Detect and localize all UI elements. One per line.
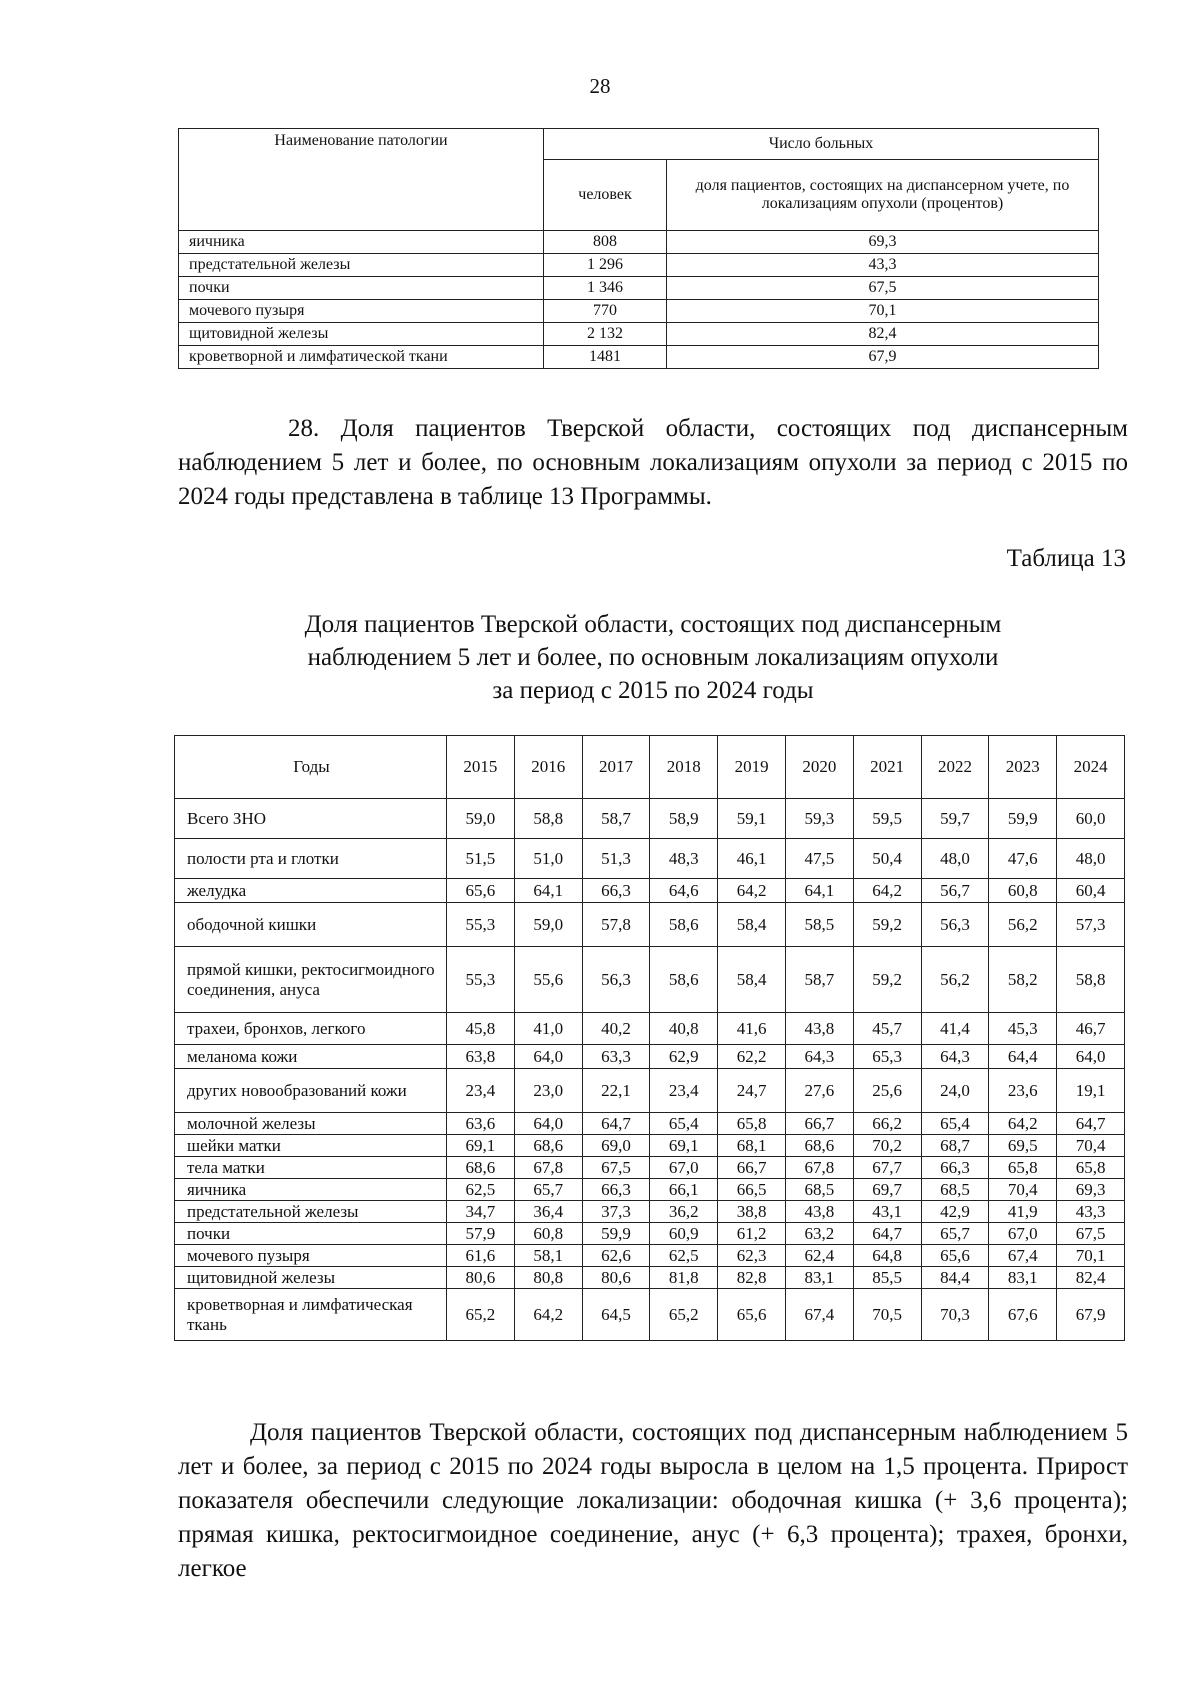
value-cell: 65,8 <box>1057 1157 1125 1179</box>
value-cell: 62,5 <box>650 1245 718 1267</box>
value-cell: 67,4 <box>785 1289 853 1341</box>
value-cell: 65,6 <box>447 879 515 903</box>
value-cell: 67,5 <box>582 1157 650 1179</box>
table-row <box>175 879 1125 903</box>
table-label: Таблица 13 <box>1006 545 1126 572</box>
table-title-line: Доля пациентов Тверской области, состоящих под диспансерным <box>304 611 1002 638</box>
row-localization-name: Всего ЗНО <box>175 799 447 839</box>
value-cell: 69,7 <box>853 1179 921 1201</box>
header-year-cell: 2018 <box>650 736 718 799</box>
value-cell: 68,1 <box>718 1135 786 1157</box>
table-header-row <box>175 736 1125 799</box>
value-cell: 58,6 <box>650 903 718 947</box>
value-cell: 68,5 <box>921 1179 989 1201</box>
value-cell: 41,4 <box>921 1013 989 1045</box>
value-cell: 62,5 <box>447 1179 515 1201</box>
value-cell: 82,4 <box>1057 1267 1125 1289</box>
value-cell: 36,2 <box>650 1201 718 1223</box>
value-cell: 65,3 <box>853 1045 921 1069</box>
value-cell: 67,5 <box>1057 1223 1125 1245</box>
value-cell: 64,6 <box>650 879 718 903</box>
table-title-line: за период с 2015 по 2024 годы <box>492 677 814 704</box>
value-cell: 56,2 <box>921 947 989 1013</box>
value-cell: 48,0 <box>1057 839 1125 879</box>
paragraph-summary-text: Доля пациентов Тверской области, состоящих под диспансерным наблюдением 5 лет и более, за период с 2015 по 2024 годы выросла в целом на 1,5 процента. Прирост показателя обеспечили следующие локализации: ободочная кишка (+ 3,6 процента); прямая кишка, ректосигмоидное соединение, анус (+ 6,3 процента); трахея, бронхи, легкое <box>178 1419 1128 1582</box>
value-cell: 23,6 <box>989 1069 1057 1113</box>
header-year-cell: 2022 <box>921 736 989 799</box>
value-cell: 70,3 <box>921 1289 989 1341</box>
table-row <box>175 1245 1125 1267</box>
row-localization-name: прямой кишки, ректосигмоидного соединения, ануса <box>175 947 447 1013</box>
value-cell: 61,6 <box>447 1245 515 1267</box>
row-people-cell: 1 296 <box>544 254 667 277</box>
value-cell: 83,1 <box>989 1267 1057 1289</box>
row-name-cell: щитовидной железы <box>179 323 544 346</box>
value-cell: 47,5 <box>785 839 853 879</box>
value-cell: 67,0 <box>989 1223 1057 1245</box>
value-cell: 65,8 <box>989 1157 1057 1179</box>
header-year-cell: 2024 <box>1057 736 1125 799</box>
header-share: доля пациентов, состоящих на диспансерном учете, по локализациям опухоли (процентов) <box>667 160 1099 231</box>
row-localization-name: молочной железы <box>175 1113 447 1135</box>
value-cell: 23,0 <box>514 1069 582 1113</box>
paragraph-28-text: 28. Доля пациентов Тверской области, состоящих под диспансерным наблюдением 5 лет и более, по основным локализациям опухоли за период с 2015 по 2024 годы представлена в таблице 13 Программы. <box>178 415 1128 510</box>
row-people-cell: 2 132 <box>544 323 667 346</box>
row-localization-name: кроветворная и лимфатическая ткань <box>175 1289 447 1341</box>
page-number: 28 <box>589 74 611 98</box>
value-cell: 64,7 <box>853 1223 921 1245</box>
paragraph-28 <box>178 412 1128 514</box>
value-cell: 64,7 <box>582 1113 650 1135</box>
value-cell: 46,7 <box>1057 1013 1125 1045</box>
row-localization-name: ободочной кишки <box>175 903 447 947</box>
value-cell: 59,0 <box>514 903 582 947</box>
value-cell: 67,7 <box>853 1157 921 1179</box>
value-cell: 62,6 <box>582 1245 650 1267</box>
value-cell: 64,7 <box>1057 1113 1125 1135</box>
table-row <box>175 1113 1125 1135</box>
value-cell: 64,5 <box>582 1289 650 1341</box>
table-row <box>175 1135 1125 1157</box>
value-cell: 36,4 <box>514 1201 582 1223</box>
value-cell: 81,8 <box>650 1267 718 1289</box>
value-cell: 64,3 <box>921 1045 989 1069</box>
table-row <box>179 300 1099 323</box>
value-cell: 67,6 <box>989 1289 1057 1341</box>
value-cell: 47,6 <box>989 839 1057 879</box>
value-cell: 65,4 <box>921 1113 989 1135</box>
value-cell: 57,8 <box>582 903 650 947</box>
value-cell: 60,0 <box>1057 799 1125 839</box>
value-cell: 58,4 <box>718 947 786 1013</box>
value-cell: 69,1 <box>447 1135 515 1157</box>
value-cell: 45,3 <box>989 1013 1057 1045</box>
value-cell: 23,4 <box>650 1069 718 1113</box>
table-title-line: наблюдением 5 лет и более, по основным локализациям опухоли <box>307 644 999 671</box>
row-localization-name: яичника <box>175 1179 447 1201</box>
value-cell: 45,8 <box>447 1013 515 1045</box>
value-cell: 63,3 <box>582 1045 650 1069</box>
value-cell: 58,7 <box>582 799 650 839</box>
value-cell: 59,0 <box>447 799 515 839</box>
value-cell: 64,3 <box>785 1045 853 1069</box>
value-cell: 59,1 <box>718 799 786 839</box>
value-cell: 46,1 <box>718 839 786 879</box>
header-pathology-name: Наименование патологии <box>179 129 544 231</box>
value-cell: 24,7 <box>718 1069 786 1113</box>
value-cell: 62,4 <box>785 1245 853 1267</box>
table-row <box>175 1289 1125 1341</box>
header-year-cell: 2015 <box>447 736 515 799</box>
value-cell: 66,3 <box>921 1157 989 1179</box>
value-cell: 58,4 <box>718 903 786 947</box>
row-share-cell: 82,4 <box>667 323 1099 346</box>
value-cell: 83,1 <box>785 1267 853 1289</box>
table-row <box>175 1267 1125 1289</box>
value-cell: 58,6 <box>650 947 718 1013</box>
value-cell: 25,6 <box>853 1069 921 1113</box>
value-cell: 66,1 <box>650 1179 718 1201</box>
row-localization-name: шейки матки <box>175 1135 447 1157</box>
value-cell: 58,2 <box>989 947 1057 1013</box>
value-cell: 65,8 <box>718 1113 786 1135</box>
value-cell: 64,1 <box>514 879 582 903</box>
value-cell: 59,2 <box>853 903 921 947</box>
row-localization-name: щитовидной железы <box>175 1267 447 1289</box>
value-cell: 70,4 <box>989 1179 1057 1201</box>
value-cell: 37,3 <box>582 1201 650 1223</box>
value-cell: 64,2 <box>853 879 921 903</box>
value-cell: 63,6 <box>447 1113 515 1135</box>
value-cell: 50,4 <box>853 839 921 879</box>
row-share-cell: 70,1 <box>667 300 1099 323</box>
value-cell: 59,7 <box>921 799 989 839</box>
value-cell: 66,3 <box>582 1179 650 1201</box>
table-row <box>179 231 1099 254</box>
value-cell: 59,3 <box>785 799 853 839</box>
value-cell: 42,9 <box>921 1201 989 1223</box>
value-cell: 60,8 <box>989 879 1057 903</box>
value-cell: 80,6 <box>582 1267 650 1289</box>
value-cell: 67,4 <box>989 1245 1057 1267</box>
value-cell: 65,2 <box>447 1289 515 1341</box>
value-cell: 62,2 <box>718 1045 786 1069</box>
value-cell: 66,2 <box>853 1113 921 1135</box>
header-year-cell: 2016 <box>514 736 582 799</box>
value-cell: 41,9 <box>989 1201 1057 1223</box>
value-cell: 59,5 <box>853 799 921 839</box>
value-cell: 41,6 <box>718 1013 786 1045</box>
table-row <box>179 346 1099 369</box>
value-cell: 58,1 <box>514 1245 582 1267</box>
value-cell: 64,2 <box>989 1113 1057 1135</box>
value-cell: 58,5 <box>785 903 853 947</box>
value-cell: 51,3 <box>582 839 650 879</box>
value-cell: 58,7 <box>785 947 853 1013</box>
value-cell: 24,0 <box>921 1069 989 1113</box>
value-cell: 40,2 <box>582 1013 650 1045</box>
patients-count-table-body <box>179 231 1099 369</box>
value-cell: 66,7 <box>785 1113 853 1135</box>
row-localization-name: других новообразований кожи <box>175 1069 447 1113</box>
table-row <box>179 254 1099 277</box>
value-cell: 64,1 <box>785 879 853 903</box>
value-cell: 34,7 <box>447 1201 515 1223</box>
value-cell: 41,0 <box>514 1013 582 1045</box>
value-cell: 59,9 <box>582 1223 650 1245</box>
header-year-cell: 2020 <box>785 736 853 799</box>
value-cell: 70,1 <box>1057 1245 1125 1267</box>
table-row <box>175 799 1125 839</box>
value-cell: 67,0 <box>650 1157 718 1179</box>
table-row <box>179 323 1099 346</box>
row-localization-name: тела матки <box>175 1157 447 1179</box>
value-cell: 70,5 <box>853 1289 921 1341</box>
value-cell: 65,6 <box>921 1245 989 1267</box>
value-cell: 58,9 <box>650 799 718 839</box>
value-cell: 67,8 <box>514 1157 582 1179</box>
row-name-cell: яичника <box>179 231 544 254</box>
value-cell: 45,7 <box>853 1013 921 1045</box>
table-row <box>175 1013 1125 1045</box>
value-cell: 66,7 <box>718 1157 786 1179</box>
row-localization-name: полости рта и глотки <box>175 839 447 879</box>
value-cell: 56,2 <box>989 903 1057 947</box>
row-share-cell: 69,3 <box>667 231 1099 254</box>
value-cell: 61,2 <box>718 1223 786 1245</box>
row-name-cell: мочевого пузыря <box>179 300 544 323</box>
value-cell: 56,7 <box>921 879 989 903</box>
row-share-cell: 67,9 <box>667 346 1099 369</box>
row-people-cell: 808 <box>544 231 667 254</box>
value-cell: 69,0 <box>582 1135 650 1157</box>
value-cell: 65,7 <box>921 1223 989 1245</box>
table-title <box>178 608 1128 707</box>
header-year-cell: 2017 <box>582 736 650 799</box>
row-share-cell: 43,3 <box>667 254 1099 277</box>
table-row <box>175 839 1125 879</box>
row-share-cell: 67,5 <box>667 277 1099 300</box>
value-cell: 69,5 <box>989 1135 1057 1157</box>
value-cell: 63,8 <box>447 1045 515 1069</box>
table-row <box>175 1157 1125 1179</box>
row-localization-name: предстательной железы <box>175 1201 447 1223</box>
value-cell: 65,7 <box>514 1179 582 1201</box>
table-row <box>175 1223 1125 1245</box>
value-cell: 43,1 <box>853 1201 921 1223</box>
value-cell: 19,1 <box>1057 1069 1125 1113</box>
header-people: человек <box>544 160 667 231</box>
value-cell: 82,8 <box>718 1267 786 1289</box>
value-cell: 66,3 <box>582 879 650 903</box>
value-cell: 67,9 <box>1057 1289 1125 1341</box>
value-cell: 68,6 <box>514 1135 582 1157</box>
value-cell: 80,8 <box>514 1267 582 1289</box>
value-cell: 57,9 <box>447 1223 515 1245</box>
value-cell: 55,3 <box>447 903 515 947</box>
value-cell: 67,8 <box>785 1157 853 1179</box>
value-cell: 58,8 <box>1057 947 1125 1013</box>
value-cell: 43,8 <box>785 1201 853 1223</box>
value-cell: 48,0 <box>921 839 989 879</box>
value-cell: 43,3 <box>1057 1201 1125 1223</box>
value-cell: 59,2 <box>853 947 921 1013</box>
value-cell: 69,3 <box>1057 1179 1125 1201</box>
table-row <box>175 1201 1125 1223</box>
patients-count-table <box>178 128 1099 369</box>
value-cell: 48,3 <box>650 839 718 879</box>
value-cell: 64,8 <box>853 1245 921 1267</box>
value-cell: 51,0 <box>514 839 582 879</box>
row-name-cell: кроветворной и лимфатической ткани <box>179 346 544 369</box>
table-13-body <box>175 736 1125 1341</box>
value-cell: 70,4 <box>1057 1135 1125 1157</box>
value-cell: 55,3 <box>447 947 515 1013</box>
value-cell: 65,6 <box>718 1289 786 1341</box>
value-cell: 51,5 <box>447 839 515 879</box>
row-name-cell: почки <box>179 277 544 300</box>
value-cell: 40,8 <box>650 1013 718 1045</box>
value-cell: 64,4 <box>989 1045 1057 1069</box>
value-cell: 60,9 <box>650 1223 718 1245</box>
value-cell: 60,4 <box>1057 879 1125 903</box>
value-cell: 80,6 <box>447 1267 515 1289</box>
value-cell: 60,8 <box>514 1223 582 1245</box>
paragraph-summary <box>178 1416 1128 1586</box>
value-cell: 64,0 <box>1057 1045 1125 1069</box>
table-row <box>175 903 1125 947</box>
row-localization-name: меланома кожи <box>175 1045 447 1069</box>
value-cell: 23,4 <box>447 1069 515 1113</box>
value-cell: 62,9 <box>650 1045 718 1069</box>
value-cell: 38,8 <box>718 1201 786 1223</box>
table-13 <box>174 735 1125 1341</box>
value-cell: 62,3 <box>718 1245 786 1267</box>
value-cell: 69,1 <box>650 1135 718 1157</box>
row-localization-name: желудка <box>175 879 447 903</box>
value-cell: 59,9 <box>989 799 1057 839</box>
row-localization-name: трахеи, бронхов, легкого <box>175 1013 447 1045</box>
header-year-cell: 2023 <box>989 736 1057 799</box>
table-row <box>175 1179 1125 1201</box>
row-people-cell: 770 <box>544 300 667 323</box>
header-patient-count: Число больных <box>544 129 1099 160</box>
value-cell: 64,2 <box>514 1289 582 1341</box>
value-cell: 64,0 <box>514 1113 582 1135</box>
header-year-cell: 2021 <box>853 736 921 799</box>
value-cell: 68,7 <box>921 1135 989 1157</box>
value-cell: 43,8 <box>785 1013 853 1045</box>
value-cell: 65,4 <box>650 1113 718 1135</box>
table-row <box>175 1069 1125 1113</box>
value-cell: 55,6 <box>514 947 582 1013</box>
value-cell: 85,5 <box>853 1267 921 1289</box>
value-cell: 57,3 <box>1057 903 1125 947</box>
header-year-cell: 2019 <box>718 736 786 799</box>
value-cell: 64,2 <box>718 879 786 903</box>
value-cell: 70,2 <box>853 1135 921 1157</box>
value-cell: 68,5 <box>785 1179 853 1201</box>
value-cell: 56,3 <box>582 947 650 1013</box>
value-cell: 22,1 <box>582 1069 650 1113</box>
value-cell: 84,4 <box>921 1267 989 1289</box>
value-cell: 27,6 <box>785 1069 853 1113</box>
header-years-label: Годы <box>175 736 447 799</box>
row-localization-name: мочевого пузыря <box>175 1245 447 1267</box>
row-localization-name: почки <box>175 1223 447 1245</box>
row-people-cell: 1481 <box>544 346 667 369</box>
value-cell: 68,6 <box>447 1157 515 1179</box>
value-cell: 58,8 <box>514 799 582 839</box>
row-name-cell: предстательной железы <box>179 254 544 277</box>
row-people-cell: 1 346 <box>544 277 667 300</box>
value-cell: 56,3 <box>921 903 989 947</box>
table-row <box>175 1045 1125 1069</box>
table-row <box>175 947 1125 1013</box>
value-cell: 68,6 <box>785 1135 853 1157</box>
value-cell: 65,2 <box>650 1289 718 1341</box>
value-cell: 64,0 <box>514 1045 582 1069</box>
table-row <box>179 277 1099 300</box>
value-cell: 63,2 <box>785 1223 853 1245</box>
value-cell: 66,5 <box>718 1179 786 1201</box>
